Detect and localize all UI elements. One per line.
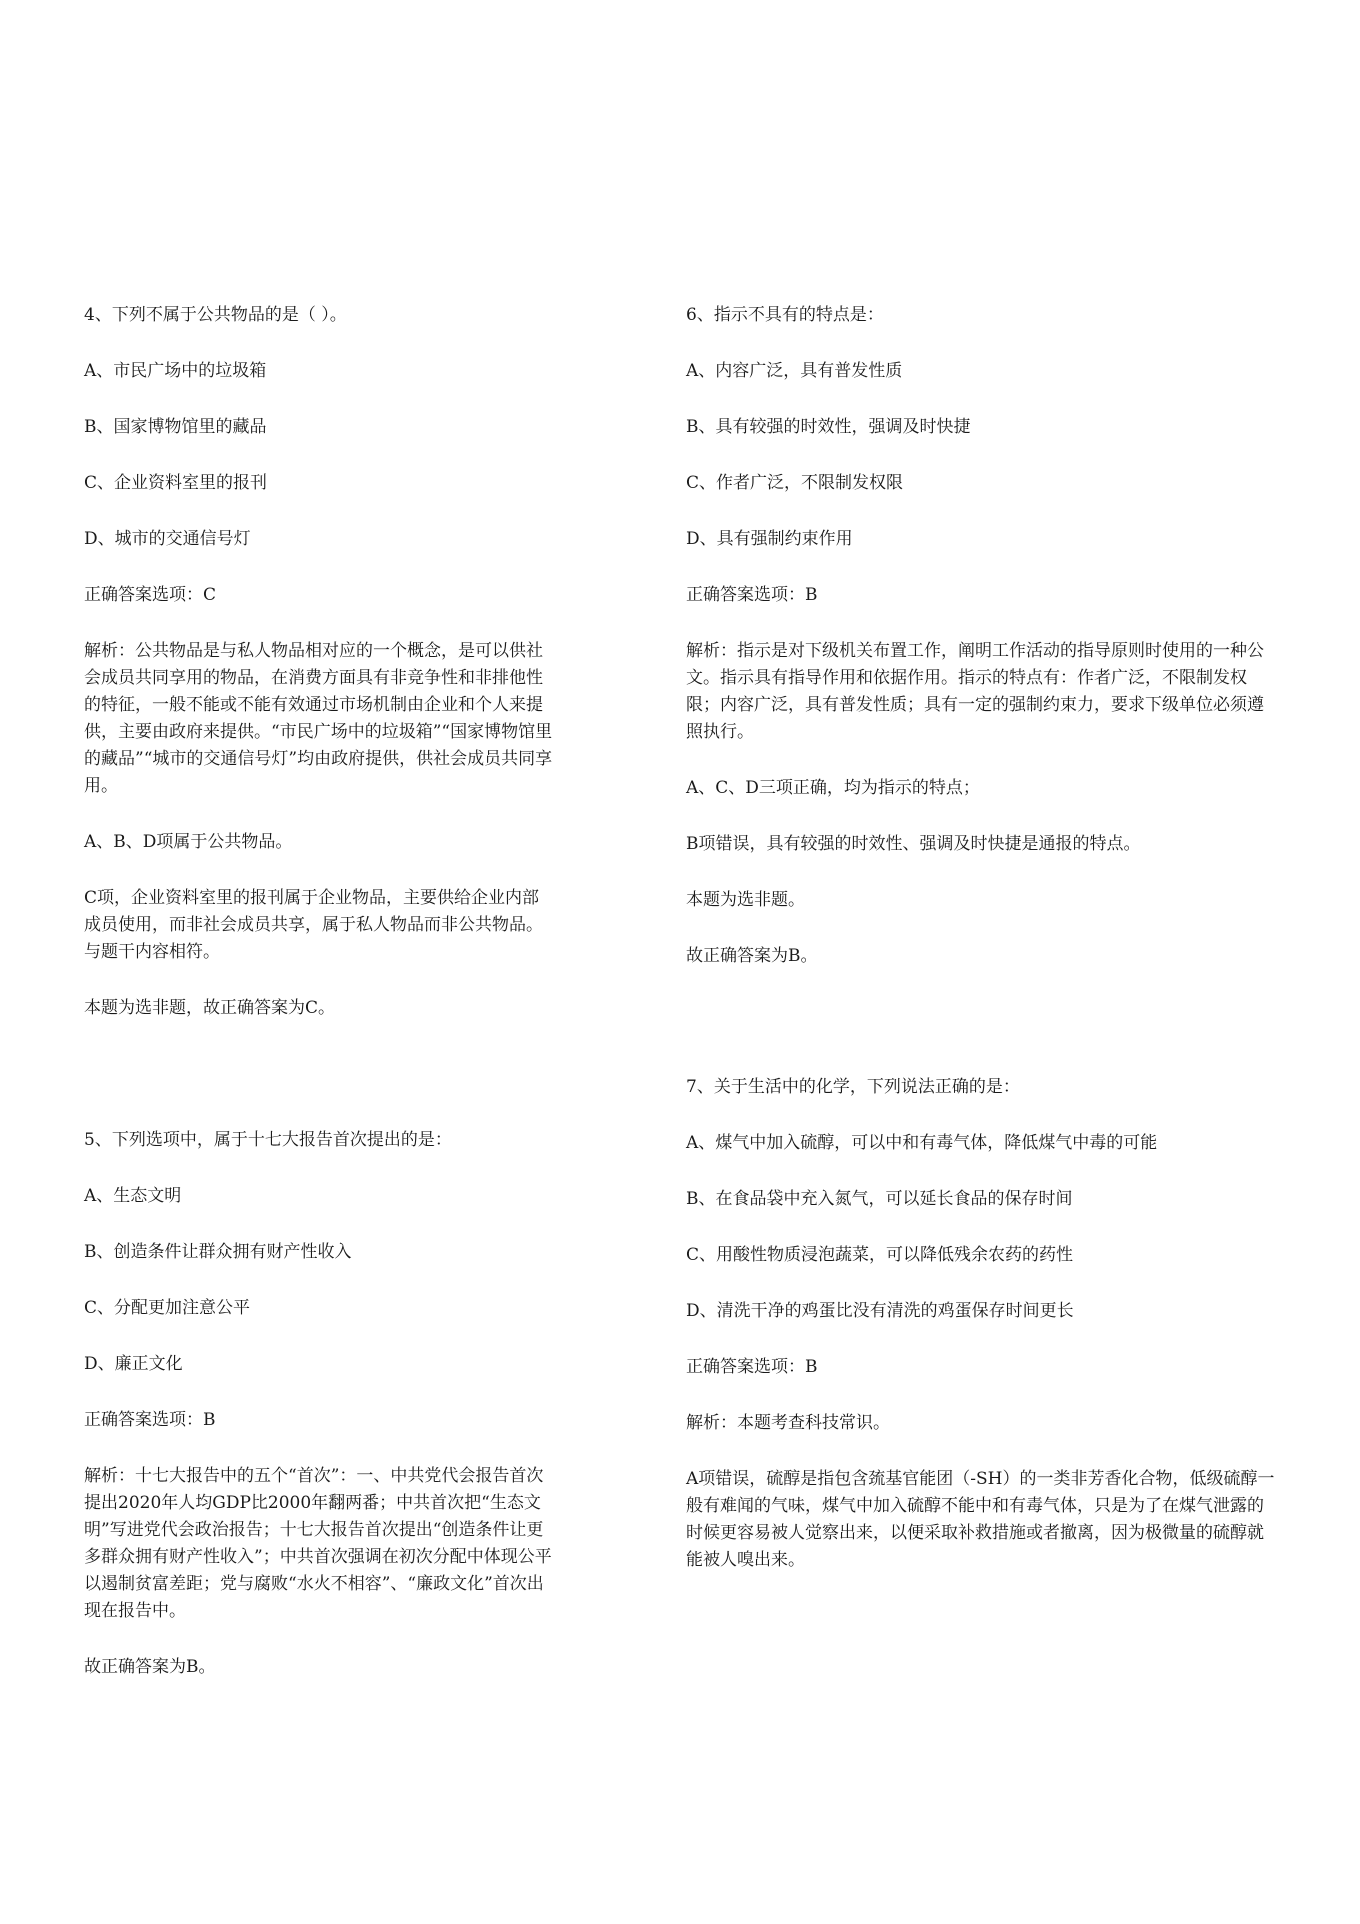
option-d: D、清洗干净的鸡蛋比没有清洗的鸡蛋保存时间更长	[686, 1301, 1074, 1321]
answer-line: 正确答案选项：B	[686, 1357, 818, 1377]
option-a: A、市民广场中的垃圾箱	[84, 361, 267, 381]
option-d: D、城市的交通信号灯	[84, 529, 251, 549]
analysis-paragraph: 本题为选非题。	[686, 890, 805, 910]
analysis-paragraph: 本题为选非题，故正确答案为C。	[84, 998, 336, 1018]
question-4	[84, 302, 554, 1051]
option-b: B、具有较强的时效性，强调及时快捷	[686, 417, 971, 437]
analysis-paragraph: 解析：指示是对下级机关布置工作，阐明工作活动的指导原则时使用的一种公文。指示具有指导作用和依据作用。指示的特点有：作者广泛，不限制发权限；内容广泛，具有普发性质；具有一定的强制约束力，要求下级单位必须遵照执行。	[686, 641, 1264, 742]
answer-line: 正确答案选项：C	[84, 585, 217, 605]
analysis-paragraph: 解析：十七大报告中的五个“首次”：一、中共党代会报告首次提出2020年人均GDP比2000年翻两番；中共首次把“生态文明”写进党代会政治报告；十七大报告首次提出“创造条件让更多群众拥有财产性收入”；中共首次强调在初次分配中体现公平以遏制贫富差距；党与腐败“水火不相容”、“廉政文化”首次出现在报告中。	[84, 1466, 552, 1621]
analysis-paragraph: A、C、D三项正确，均为指示的特点；	[686, 778, 980, 798]
option-b: B、国家博物馆里的藏品	[84, 417, 267, 437]
option-b: B、在食品袋中充入氮气，可以延长食品的保存时间	[686, 1189, 1073, 1209]
option-c: C、分配更加注意公平	[84, 1298, 251, 1318]
option-d: D、廉正文化	[84, 1354, 183, 1374]
question-7	[686, 1074, 1276, 1603]
analysis-paragraph: B项错误，具有较强的时效性、强调及时快捷是通报的特点。	[686, 834, 1141, 854]
question-6	[686, 302, 1276, 999]
option-c: C、作者广泛，不限制发权限	[686, 473, 904, 493]
analysis-paragraph: 故正确答案为B。	[84, 1657, 216, 1677]
answer-line: 正确答案选项：B	[686, 585, 818, 605]
analysis-paragraph: 故正确答案为B。	[686, 946, 818, 966]
option-a: A、生态文明	[84, 1186, 182, 1206]
question-5	[84, 1127, 554, 1710]
answer-line: 正确答案选项：B	[84, 1410, 216, 1430]
question-title: 5、下列选项中，属于十七大报告首次提出的是：	[84, 1130, 452, 1150]
option-c: C、企业资料室里的报刊	[84, 473, 268, 493]
question-title: 6、指示不具有的特点是：	[686, 305, 884, 325]
analysis-paragraph: C项，企业资料室里的报刊属于企业物品，主要供给企业内部成员使用，而非社会成员共享，属于私人物品而非公共物品。与题干内容相符。	[84, 888, 543, 962]
option-a: A、煤气中加入硫醇，可以中和有毒气体，降低煤气中毒的可能	[686, 1133, 1158, 1153]
option-a: A、内容广泛，具有普发性质	[686, 361, 903, 381]
analysis-paragraph: A、B、D项属于公共物品。	[84, 832, 293, 852]
analysis-paragraph: A项错误，硫醇是指包含巯基官能团（-SH）的一类非芳香化合物，低级硫醇一般有难闻的气味，煤气中加入硫醇不能中和有毒气体，只是为了在煤气泄露的时候更容易被人觉察出来，以便采取补救措施或者撤离，因为极微量的硫醇就能被人嗅出来。	[686, 1469, 1275, 1570]
analysis-paragraph: 解析：公共物品是与私人物品相对应的一个概念，是可以供社会成员共同享用的物品，在消费方面具有非竞争性和非排他性的特征，一般不能或不能有效通过市场机制由企业和个人来提供，主要由政府来提供。“市民广场中的垃圾箱”“国家博物馆里的藏品”“城市的交通信号灯”均由政府提供，供社会成员共同享用。	[84, 641, 553, 796]
question-title: 4、下列不属于公共物品的是（ ）。	[84, 305, 347, 325]
option-c: C、用酸性物质浸泡蔬菜，可以降低残余农药的药性	[686, 1245, 1074, 1265]
option-b: B、创造条件让群众拥有财产性收入	[84, 1242, 352, 1262]
analysis-paragraph: 解析：本题考查科技常识。	[686, 1413, 890, 1433]
question-title: 7、关于生活中的化学，下列说法正确的是：	[686, 1077, 1020, 1097]
option-d: D、具有强制约束作用	[686, 529, 853, 549]
